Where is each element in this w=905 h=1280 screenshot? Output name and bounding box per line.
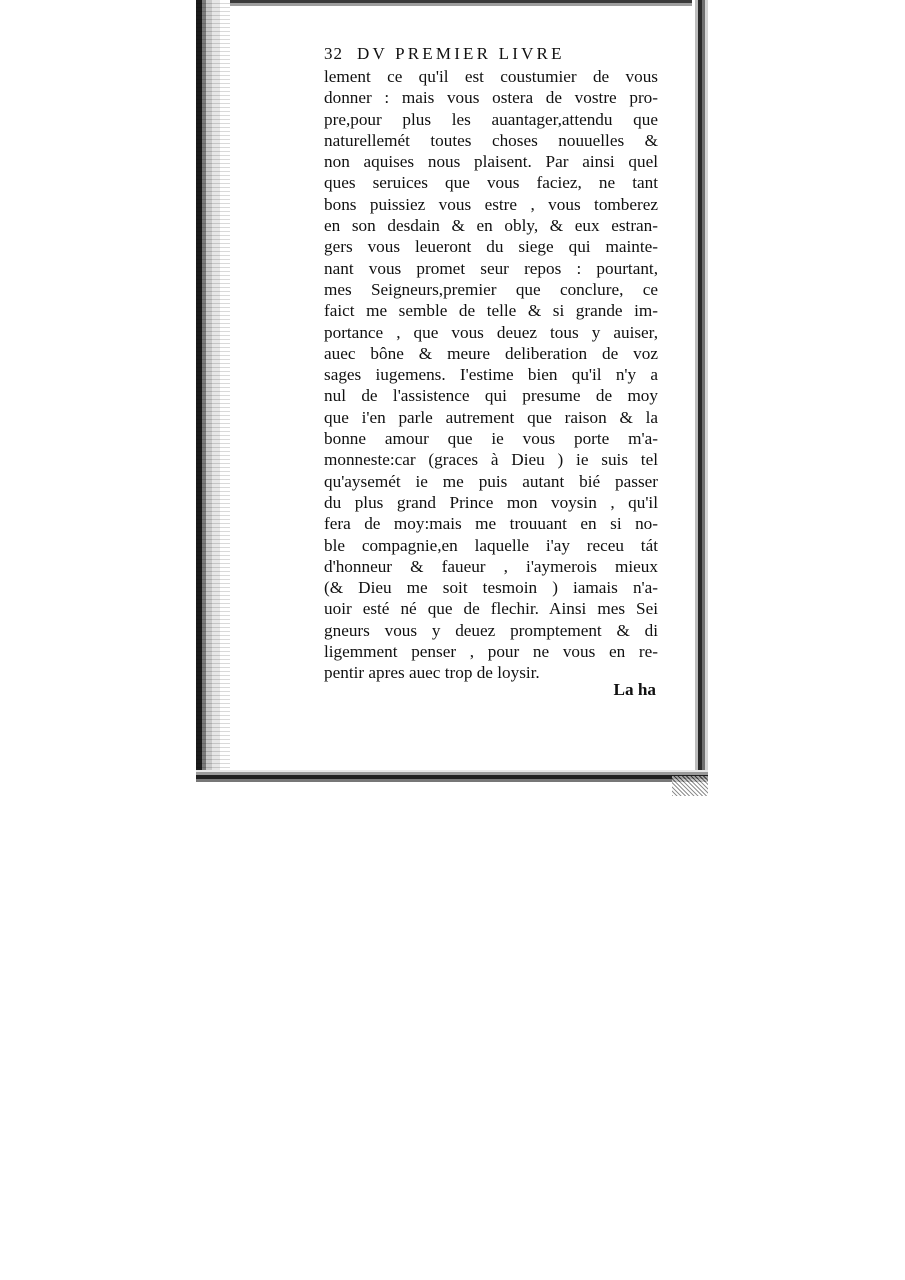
text-line: sages iugemens. I'estime bien qu'il n'y a xyxy=(324,365,658,385)
text-line: bonne amour que ie vous porte m'a- xyxy=(324,429,658,449)
text-line: portance , que vous deuez tous y auiser, xyxy=(324,322,658,342)
text-line: pre,pour plus les auantager,attendu que xyxy=(324,109,658,129)
text-line: uoir esté né que de flechir. Ainsi mes Sei xyxy=(324,599,658,619)
text-line: ques seruices que vous faciez, ne tant xyxy=(324,173,658,193)
text-line: auec bône & meure deliberation de voz xyxy=(324,343,658,363)
text-line: bons puissiez vous estre , vous tomberez xyxy=(324,194,658,214)
text-line: gers vous leueront du siege qui mainte- xyxy=(324,237,658,257)
running-header xyxy=(324,44,654,64)
text-line: lement ce qu'il est coustumier de vous xyxy=(324,67,658,86)
text-line: pentir apres auec trop de loysir. xyxy=(324,663,540,683)
text-line: qu'aysemét ie me puis autant bié passer xyxy=(324,471,658,491)
page-bottom-edge xyxy=(196,770,708,782)
text-line: donner : mais vous ostera de vostre pro- xyxy=(324,88,658,108)
text-line: gneurs vous y deuez promptement & di xyxy=(324,620,658,640)
text-line: faict me semble de telle & si grande im- xyxy=(324,301,658,321)
text-line: nant vous promet seur repos : pourtant, xyxy=(324,258,658,278)
page-top-edge xyxy=(196,0,708,10)
text-line: en son desdain & en obly, & eux estran- xyxy=(324,216,658,236)
text-line: (& Dieu me soit tesmoin ) iamais n'a- xyxy=(324,578,658,598)
text-line: monneste:car (graces à Dieu ) ie suis tel xyxy=(324,450,658,470)
text-line: ligemment penser , pour ne vous en re- xyxy=(324,642,658,662)
text-line: d'honneur & faueur , i'aymerois mieux xyxy=(324,556,658,576)
text-line: naturellemét toutes choses nouuelles & xyxy=(324,130,658,150)
text-line: du plus grand Prince mon voysin , qu'il xyxy=(324,492,658,512)
text-block xyxy=(324,66,658,684)
page-number: 32 xyxy=(324,44,343,63)
text-line: mes Seigneurs,premier que conclure, ce xyxy=(324,279,658,299)
text-line: nul de l'assistence qui presume de moy xyxy=(324,386,658,406)
running-title: DV PREMIER LIVRE xyxy=(357,44,565,63)
text-line: que i'en parle autrement que raison & la xyxy=(324,407,658,427)
text-line: non aquises nous plaisent. Par ainsi quel xyxy=(324,152,658,172)
text-line: ble compagnie,en laquelle i'ay receu tát xyxy=(324,535,658,555)
page-corner-damage xyxy=(672,776,708,796)
page-right-edge xyxy=(692,0,708,780)
text-line: fera de moy:mais me trouuant en si no- xyxy=(324,514,658,534)
page-gutter-shadow xyxy=(196,0,230,780)
catchword: La ha xyxy=(613,680,656,699)
